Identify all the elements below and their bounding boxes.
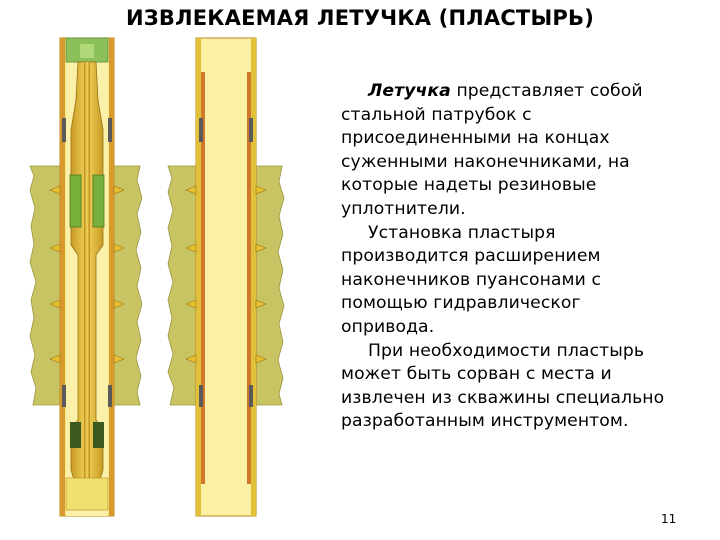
paragraph-definition xyxy=(341,80,671,222)
paragraph-removal: При необходимости пластырь может быть сорван с места и извлечен из скважины специально разработанным инструментом. xyxy=(341,340,665,432)
installed-patch-view xyxy=(186,38,266,516)
paragraph-installation: Установка пластыря производится расширением наконечников пуансонами с помощью гидравлическог опривода. xyxy=(341,222,601,337)
page-number: 11 xyxy=(661,512,677,526)
patch-cross-section-illustration xyxy=(0,0,340,540)
installation-tool-view xyxy=(50,38,124,516)
term-letuchka: Летучка xyxy=(368,81,451,101)
description-text xyxy=(341,80,671,434)
paragraph-definition-text: представляет собой стальной патрубок с присоединенными на концах суженными наконечниками, на которые надеты резиновые уплотнители. xyxy=(341,81,643,219)
slide-title: ИЗВЛЕКАЕМАЯ ЛЕТУЧКА (ПЛАСТЫРЬ) xyxy=(125,6,595,30)
